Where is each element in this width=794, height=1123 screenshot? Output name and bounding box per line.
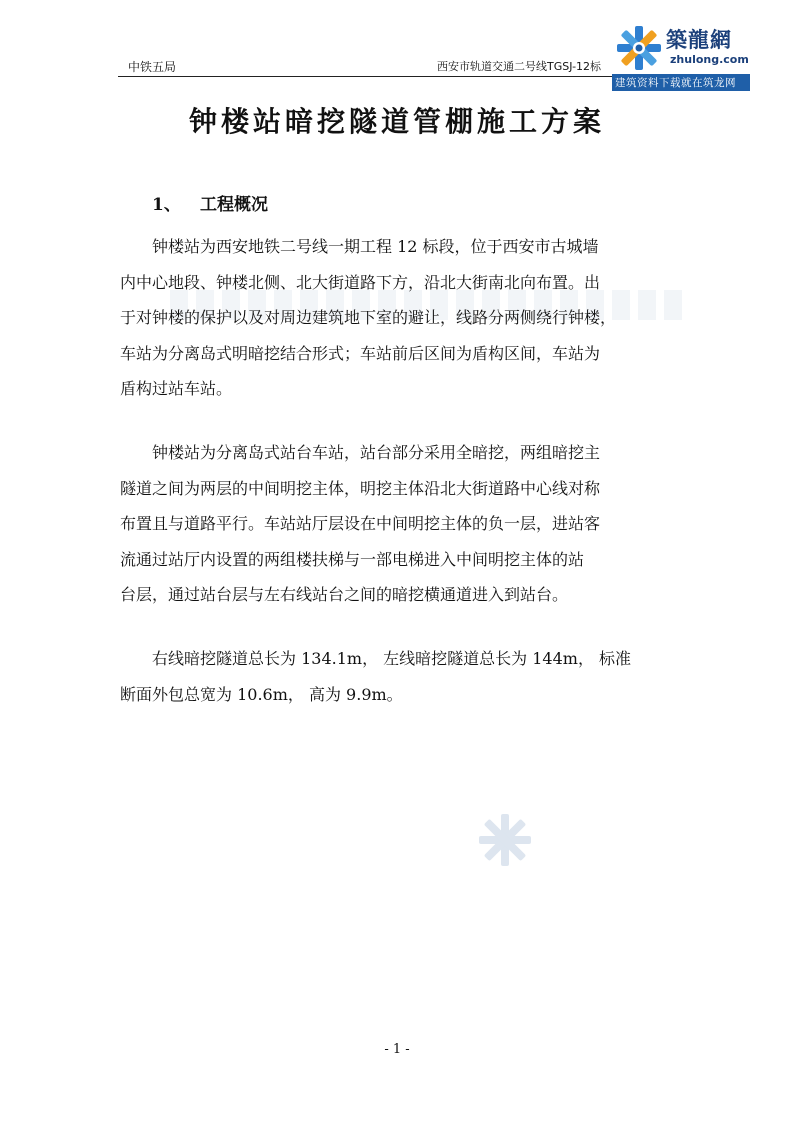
document-title: 钟楼站暗挖隧道管棚施工方案: [188, 105, 605, 138]
paragraph-line: 台层，通过站台层与左右线站台之间的暗挖横通道进入到站台。: [120, 585, 569, 604]
page-number: - 1 -: [384, 1042, 410, 1057]
paragraph-line: 隧道之间为两层的中间明挖主体，明挖主体沿北大街道路中心线对称: [120, 478, 601, 498]
section-heading: [152, 190, 268, 215]
paragraph-line: 于对钟楼的保护以及对周边建筑地下室的避让，线路分两侧绕行钟楼，: [120, 308, 617, 327]
logo-title: 築龍網: [666, 27, 732, 52]
header-rule: [118, 76, 684, 77]
page-header-left: 中铁五局: [128, 60, 177, 74]
logo-url: zhulong.com: [670, 53, 749, 66]
paragraph-line: 钟楼站为西安地铁二号线一期工程 12 标段，位于西安市古城墙: [152, 237, 599, 256]
paragraph-1: [120, 229, 680, 407]
section-number: 1、: [152, 195, 181, 215]
section-title: 工程概况: [200, 195, 268, 215]
paragraph-line: 布置且与道路平行。车站站厅层设在中间明挖主体的负一层，进站客: [120, 514, 601, 533]
watermark-snowflake-icon: [470, 810, 540, 870]
paragraph-line: 内中心地段、钟楼北侧、北大街道路下方，沿北大街南北向布置。出: [120, 272, 601, 292]
paragraph-line: 盾构过站车站。: [120, 379, 233, 398]
zhulong-logo: [612, 22, 750, 94]
paragraph-line: 车站为分离岛式明暗挖结合形式；车站前后区间为盾构区间，车站为: [120, 343, 601, 363]
logo-tagline-bar: [612, 74, 750, 91]
paragraph-line: 右线暗挖隧道总长为 134.1m， 左线暗挖隧道总长为 144m， 标准: [152, 649, 632, 668]
paragraph-line: 断面外包总宽为 10.6m， 高为 9.9m。: [120, 684, 403, 704]
snowflake-logo-icon: [616, 24, 662, 72]
paragraph-line: 钟楼站为分离岛式站台车站，站台部分采用全暗挖，两组暗挖主: [152, 443, 601, 462]
paragraph-2: [120, 435, 680, 613]
paragraph-line: 流通过站厅内设置的两组楼扶梯与一部电梯进入中间明挖主体的站: [120, 549, 585, 569]
page-header-right: 西安市轨道交通二号线TGSJ-12标: [437, 60, 602, 73]
logo-tagline: 建筑资料下载就在筑龙网: [615, 77, 736, 89]
paragraph-3: [120, 641, 680, 712]
